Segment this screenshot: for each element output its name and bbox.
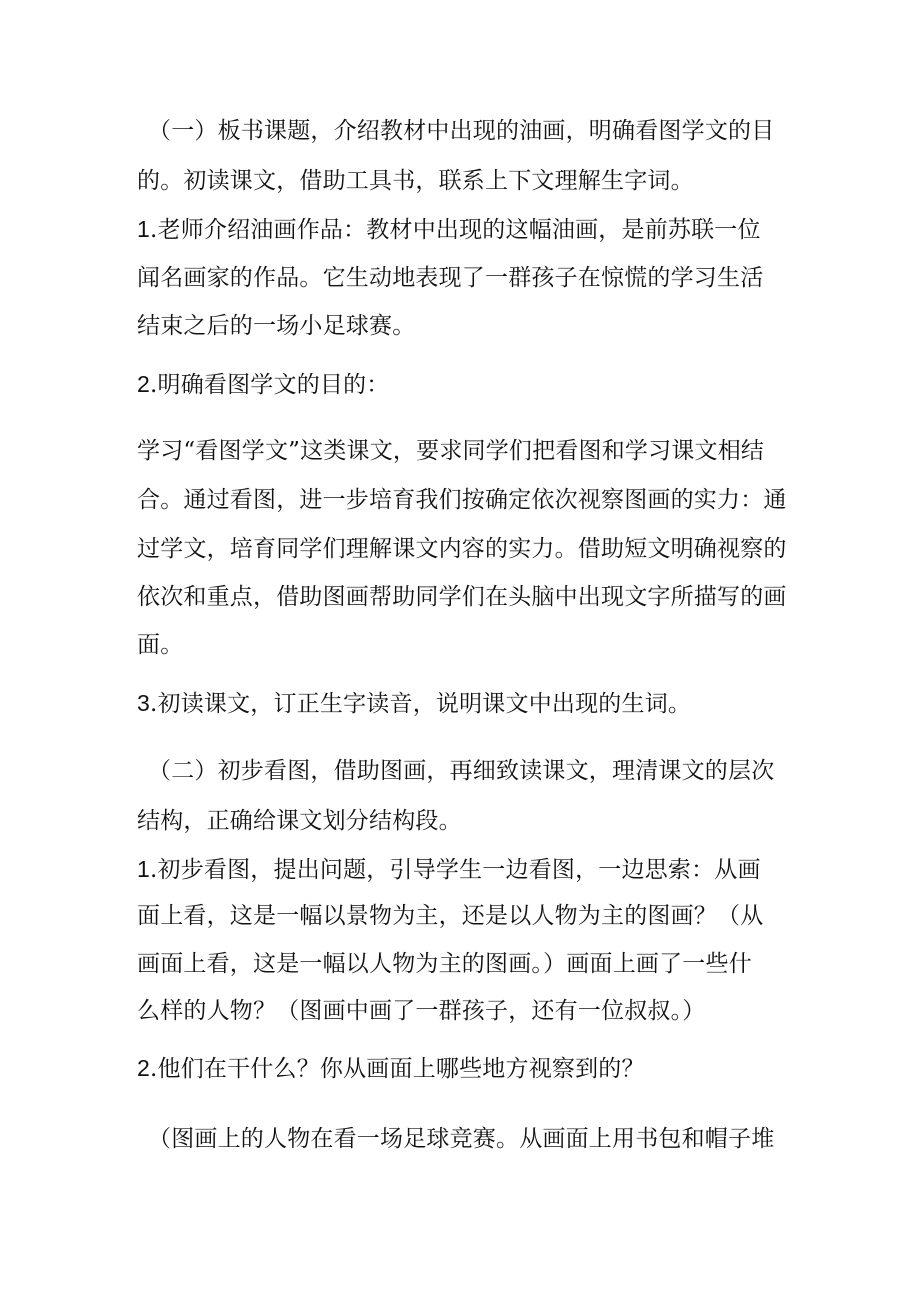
section1-item3 [137,688,691,719]
item-number: 2 [137,1055,150,1081]
item-text: .明确看图学文的目的： [150,372,390,398]
item-number: 2 [137,371,150,397]
item-text: .老师介绍油画作品：教材中出现的这幅油画，是前苏联一位 [150,217,761,243]
item-text: .初读课文，订正生字读音，说明课文中出现的生词。 [150,691,692,717]
section1-item1-line-2: 闻名画家的作品。它生动地表现了一群孩子在惊慌的学习生活 [137,265,764,291]
section1-paragraph-line-3: 过学文，培育同学们理解课文内容的实力。借助短文明确视察的 [137,536,787,562]
item-text: .他们在干什么？你从画面上哪些地方视察到的？ [150,1056,645,1082]
section2-item1-line-3: 画面上看，这是一幅以人物为主的图画。）画面上画了一些什 [137,951,752,977]
section2-item1-line-4: 么样的人物？（图画中画了一群孩子，还有一位叔叔。） [137,998,706,1024]
section1-item2 [137,369,390,400]
section2-heading-line-1: （二）初步看图，借助图画，再细致读课文，理清课文的层次 [148,758,775,784]
item-number: 1 [137,216,150,242]
section1-item1-line-1 [137,214,761,245]
section2-heading-line-2: 结构，正确给课文划分结构段。 [137,808,462,834]
section2-item2 [137,1053,645,1084]
item-number: 1 [137,856,150,882]
section2-item1-line-2: 面上看，这是一幅以景物为主，还是以人物为主的图画？（从 [137,903,764,929]
section1-heading-line-2: 的。初读课文，借助工具书，联系上下文理解生字词。 [137,168,694,194]
section1-paragraph-line-2: 合。通过看图，进一步培育我们按确定依次视察图画的实力：通 [137,487,787,513]
item-text: .初步看图，提出问题，引导学生一边看图，一边思索：从画 [150,857,761,883]
section1-item1-line-3: 结束之后的一场小足球赛。 [137,313,416,339]
section2-paragraph-line-1: （图画上的人物在看一场足球竞赛。从画面上用书包和帽子堆 [148,1126,775,1152]
section1-paragraph-line-1: 学习“看图学文”这类课文，要求同学们把看图和学习课文相结 [137,438,765,464]
section2-item1-line-1 [137,854,761,885]
section1-paragraph-line-5: 面。 [137,632,184,658]
section1-heading-line-1: （一）板书课题，介绍教材中出现的油画，明确看图学文的目 [148,118,775,144]
section1-paragraph-line-4: 依次和重点，借助图画帮助同学们在头脑中出现文字所描写的画 [137,584,787,610]
item-number: 3 [137,690,150,716]
